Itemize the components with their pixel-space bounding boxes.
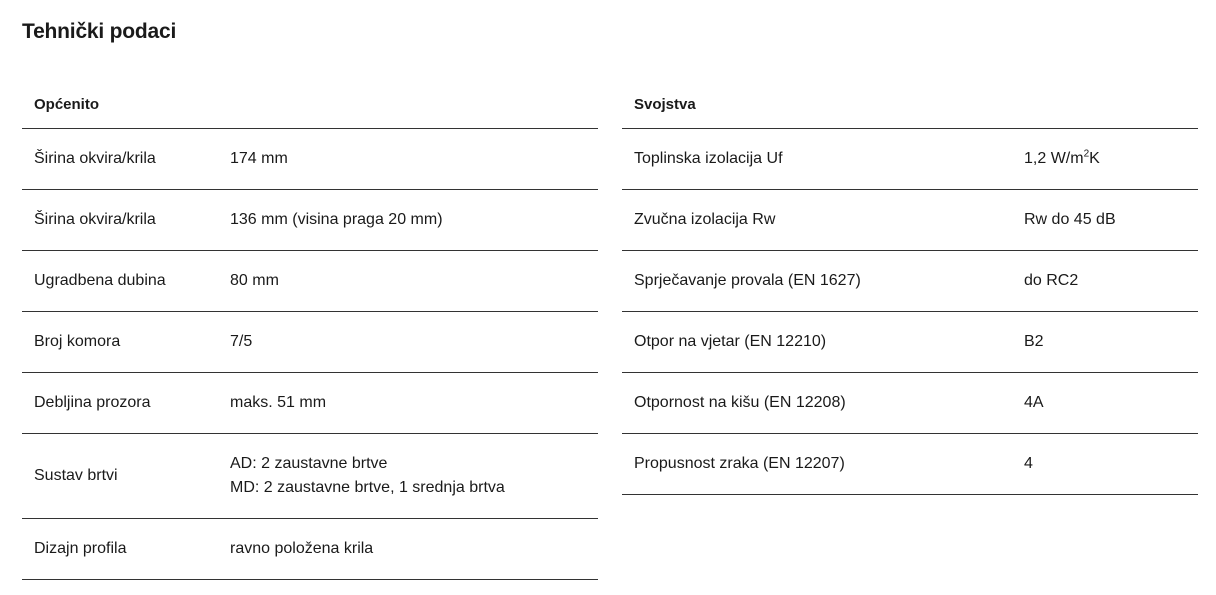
row-value: [1024, 147, 1100, 171]
row-label: Širina okvira/krila: [34, 150, 156, 167]
table-row: [22, 129, 598, 190]
row-label: Širina okvira/krila: [34, 211, 156, 228]
table-row: [22, 519, 598, 580]
row-value: ravno položena krila: [230, 540, 374, 557]
value-superscript: 2: [1083, 148, 1090, 160]
row-label: Toplinska izolacija Uf: [634, 150, 783, 167]
row-label: Sustav brtvi: [34, 467, 118, 484]
row-value: B2: [1024, 333, 1044, 350]
row-label: Debljina prozora: [34, 394, 151, 411]
table-row: [622, 312, 1198, 373]
row-value-line: AD: 2 zaustavne brtve: [230, 455, 388, 472]
table-row: [622, 190, 1198, 251]
row-label: Dizajn profila: [34, 540, 127, 557]
row-value: 136 mm (visina praga 20 mm): [230, 211, 443, 228]
table-row: [622, 251, 1198, 312]
row-value: 4A: [1024, 394, 1044, 411]
row-label: Sprječavanje provala (EN 1627): [634, 272, 861, 289]
properties-heading: Svojstva: [622, 80, 1198, 129]
general-specs-table: [22, 80, 598, 580]
row-value-line: MD: 2 zaustavne brtve, 1 srednja brtva: [230, 479, 505, 496]
table-row: [22, 434, 598, 519]
row-value: 7/5: [230, 333, 253, 350]
value-prefix: 1,2 W/m: [1024, 150, 1084, 167]
row-label: Ugradbena dubina: [34, 272, 166, 289]
row-label: Otpornost na kišu (EN 12208): [634, 394, 846, 411]
row-label: Zvučna izolacija Rw: [634, 211, 776, 228]
row-value: do RC2: [1024, 272, 1079, 289]
row-value: 174 mm: [230, 150, 288, 167]
table-row: [22, 312, 598, 373]
table-row: [22, 190, 598, 251]
row-label: Broj komora: [34, 333, 121, 350]
general-specs-heading: Općenito: [22, 80, 598, 129]
properties-table: [622, 80, 1198, 495]
table-row: [22, 373, 598, 434]
table-row: [22, 251, 598, 312]
row-value: [230, 452, 505, 500]
row-value: Rw do 45 dB: [1024, 211, 1116, 228]
row-value: 80 mm: [230, 272, 279, 289]
page-title: Tehnički podaci: [22, 20, 177, 43]
value-suffix: K: [1089, 150, 1100, 167]
table-row: [622, 373, 1198, 434]
table-row: [622, 434, 1198, 495]
row-label: Otpor na vjetar (EN 12210): [634, 333, 827, 350]
row-label: Propusnost zraka (EN 12207): [634, 455, 845, 472]
table-row: [622, 129, 1198, 190]
row-value: maks. 51 mm: [230, 394, 327, 411]
row-value: 4: [1024, 455, 1033, 472]
